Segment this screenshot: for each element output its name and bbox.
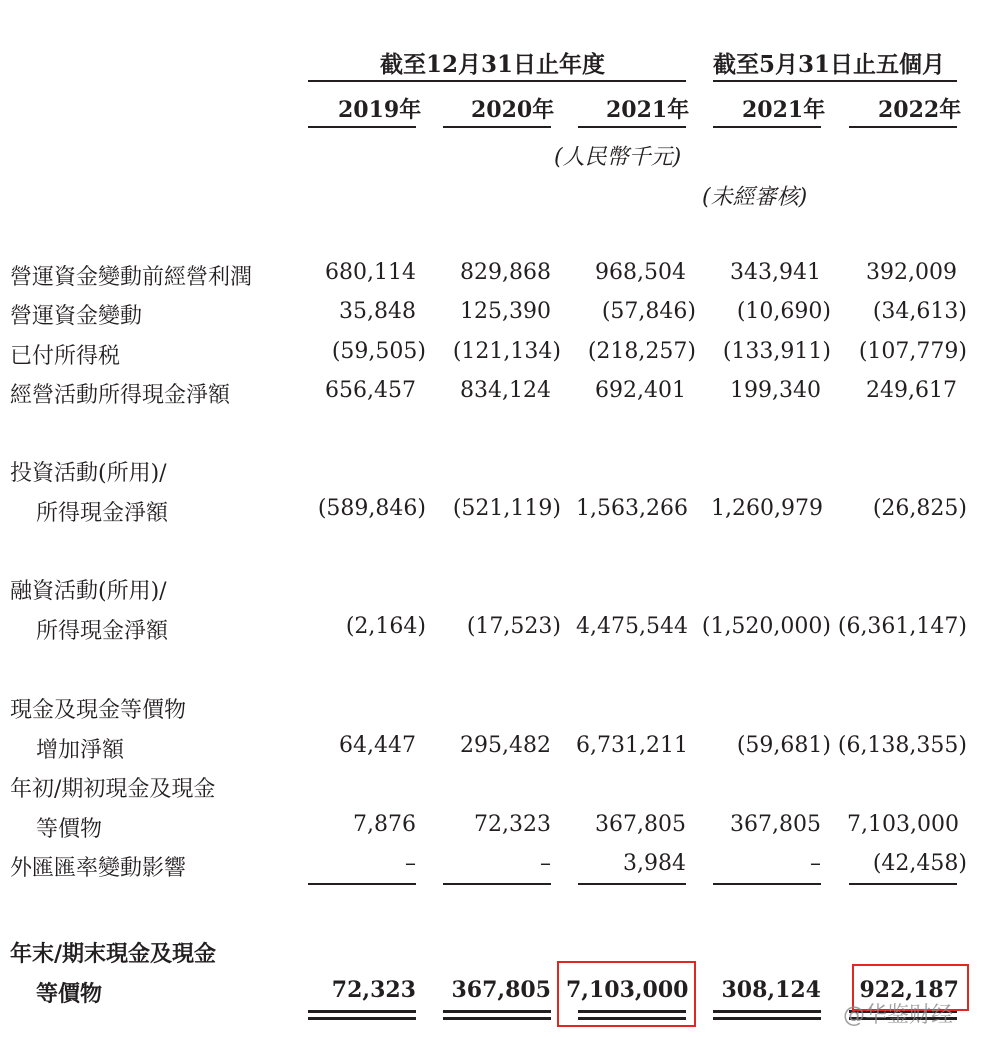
subtotal-rule	[308, 883, 416, 885]
cell-value: 72,323	[474, 812, 551, 837]
cell-value: 922,187	[859, 977, 959, 1003]
row-label: 投資活動(所用)/	[10, 461, 167, 486]
row-label: 已付所得税	[10, 344, 121, 369]
cell-value: 656,457	[325, 378, 416, 403]
cell-value: 6,731,211	[576, 733, 688, 758]
year-header: 2021年	[742, 97, 826, 123]
total-double-rule	[308, 1010, 416, 1013]
row-label-continued: 所得現金淨額	[36, 501, 169, 526]
cell-value: (6,138,355)	[837, 733, 967, 758]
cell-value: (42,458)	[872, 851, 967, 876]
cell-value: 367,805	[595, 812, 686, 837]
cell-value: 829,868	[460, 260, 551, 285]
period-header-fy: 截至12月31日止年度	[380, 51, 606, 78]
cell-value: 249,617	[866, 378, 957, 403]
row-label: 營運資金變動	[10, 304, 143, 329]
row-label: 營運資金變動前經營利潤	[10, 265, 253, 290]
cell-value: (57,846)	[601, 299, 696, 324]
cell-value: (589,846)	[317, 496, 426, 521]
total-double-rule	[443, 1010, 551, 1013]
highlight-box	[557, 961, 696, 1027]
cell-value: 72,323	[331, 977, 416, 1003]
cell-value: (521,119)	[452, 496, 561, 521]
cell-value: (59,505)	[331, 339, 426, 364]
year-rule	[713, 126, 821, 128]
cell-value: 692,401	[595, 378, 686, 403]
period-header-5m: 截至5月31日止五個月	[713, 51, 946, 78]
year-rule	[443, 126, 551, 128]
row-label-continued: 等價物	[36, 981, 103, 1007]
row-label-continued: 等價物	[36, 817, 103, 842]
total-double-rule	[713, 1017, 821, 1020]
cell-value: (133,911)	[722, 339, 831, 364]
cell-value: (6,361,147)	[837, 614, 967, 639]
cell-value: 295,482	[460, 733, 551, 758]
cell-value: (2,164)	[345, 614, 426, 639]
currency-note: (人民幣千元)	[554, 145, 682, 170]
row-label: 現金及現金等價物	[10, 698, 187, 723]
cell-value: (10,690)	[736, 299, 831, 324]
cell-value: 392,009	[866, 260, 957, 285]
row-label: 外匯匯率變動影響	[10, 856, 187, 881]
year-header: 2021年	[606, 97, 690, 123]
cell-value: 308,124	[721, 977, 821, 1003]
row-label-continued: 增加淨額	[36, 738, 125, 763]
cell-value: 968,504	[595, 260, 686, 285]
cell-value: 343,941	[730, 260, 821, 285]
subtotal-rule	[849, 883, 957, 885]
cell-value: (59,681)	[736, 733, 831, 758]
cell-value: (17,523)	[466, 614, 561, 639]
year-rule	[578, 126, 686, 128]
cell-value: 834,124	[460, 378, 551, 403]
year-header: 2019年	[338, 97, 422, 123]
cell-value: (121,134)	[452, 339, 561, 364]
watermark: @华鉴财经	[843, 1003, 954, 1028]
cell-value: –	[810, 851, 821, 876]
cell-value: 199,340	[730, 378, 821, 403]
cell-value: 367,805	[730, 812, 821, 837]
row-label: 經營活動所得現金淨額	[10, 383, 231, 408]
cell-value: 680,114	[325, 260, 416, 285]
row-label: 融資活動(所用)/	[10, 579, 167, 604]
year-header: 2022年	[878, 97, 962, 123]
cell-value: 3,984	[623, 851, 686, 876]
cell-value: (34,613)	[872, 299, 967, 324]
cell-value: 7,103,000	[566, 977, 689, 1003]
cell-value: 367,805	[451, 977, 551, 1003]
subtotal-rule	[713, 883, 821, 885]
subtotal-rule	[578, 883, 686, 885]
cell-value: –	[540, 851, 551, 876]
cell-value: (1,520,000)	[701, 614, 831, 639]
cell-value: (26,825)	[872, 496, 967, 521]
cell-value: 1,563,266	[576, 496, 688, 521]
cell-value: (218,257)	[587, 339, 696, 364]
cell-value: 1,260,979	[711, 496, 823, 521]
total-double-rule	[713, 1010, 821, 1013]
cell-value: 35,848	[339, 299, 416, 324]
cell-value: (107,779)	[858, 339, 967, 364]
year-rule	[308, 126, 416, 128]
year-header: 2020年	[471, 97, 555, 123]
row-label: 年初/期初現金及現金	[10, 777, 216, 802]
year-rule	[849, 126, 957, 128]
total-double-rule	[308, 1017, 416, 1020]
cell-value: 64,447	[339, 733, 416, 758]
row-label-continued: 所得現金淨額	[36, 619, 169, 644]
total-double-rule	[443, 1017, 551, 1020]
cell-value: 7,103,000	[847, 812, 959, 837]
cell-value: 7,876	[353, 812, 416, 837]
unaudited-note: (未經審核)	[702, 185, 808, 210]
cell-value: 125,390	[460, 299, 551, 324]
cell-value: –	[405, 851, 416, 876]
subtotal-rule	[443, 883, 551, 885]
header-rule-5m	[713, 80, 957, 82]
header-rule-fy	[308, 80, 686, 82]
row-label: 年末/期末現金及現金	[10, 941, 217, 967]
cell-value: 4,475,544	[576, 614, 688, 639]
